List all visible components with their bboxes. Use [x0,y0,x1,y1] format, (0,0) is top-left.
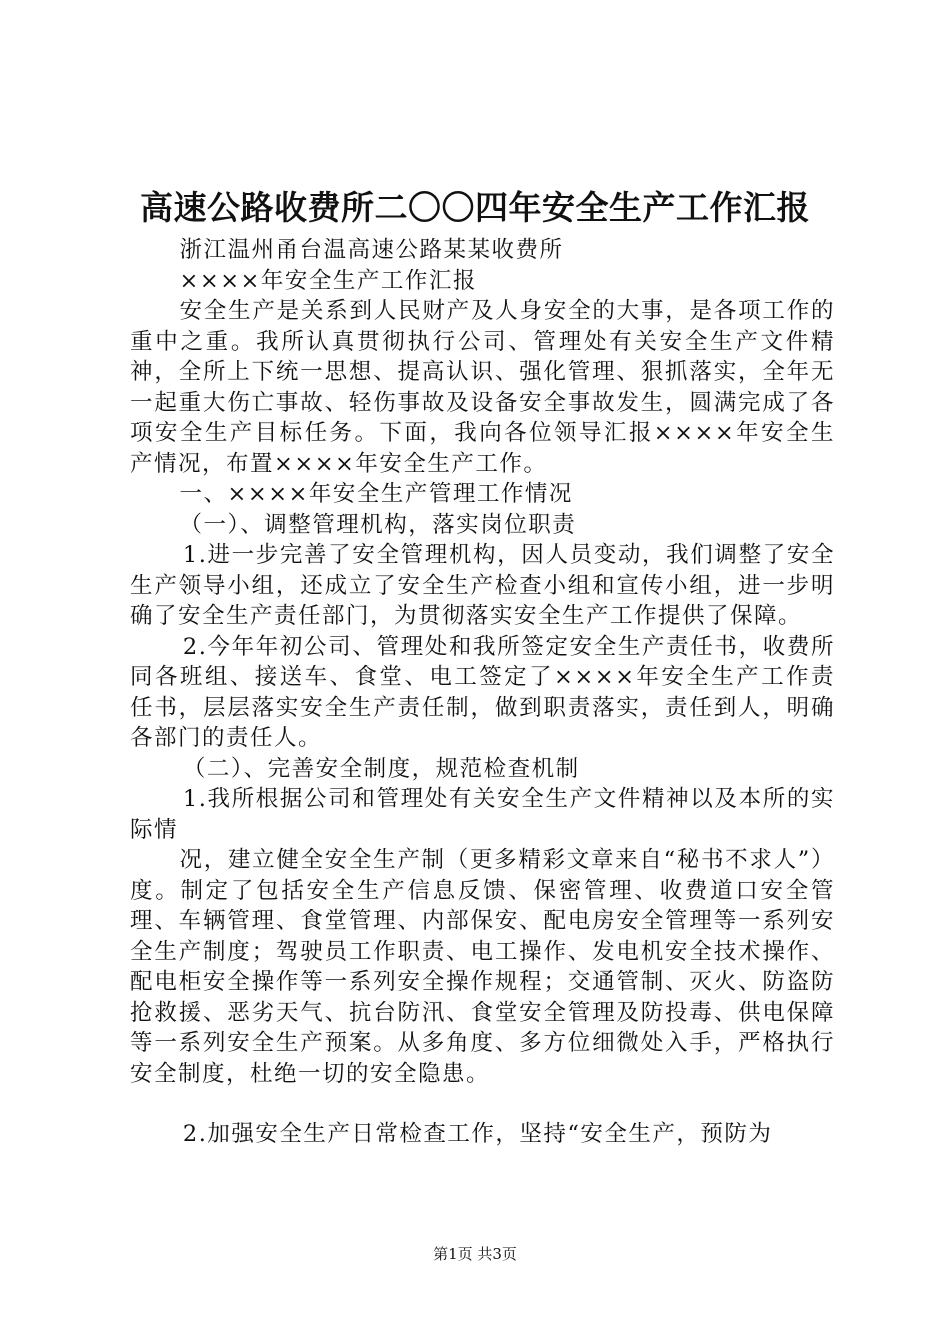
paragraph-item-1-2: 2.今年年初公司、管理处和我所签定安全生产责任书，收费所同各班组、接送车、食堂、电工签定了××××年安全生产工作责任书，层层落实安全生产责任制，做到职责落实，责任到人，明确各部门的责任人。 [130,633,835,751]
document-title: 高速公路收费所二〇〇四年安全生产工作汇报 [140,188,810,227]
paragraph-item-1-1: 1.进一步完善了安全管理机构，因人员变动，我们调整了安全生产领导小组，还成立了安全生产检查小组和宣传小组，进一步明确了安全生产责任部门，为贯彻落实安全生产工作提供了保障。 [130,542,835,629]
paragraph-introduction: 安全生产是关系到人民财产及人身安全的大事，是各项工作的重中之重。我所认真贯彻执行公司、管理处有关安全生产文件精神，全所上下统一思想、提高认识、强化管理、狠抓落实，全年无一起重大伤亡事故、轻伤事故及设备安全事故发生，圆满完成了各项安全生产目标任务。下面，我向各位领导汇报××××年安全生产情况，布置××××年安全生产工作。 [130,298,835,477]
paragraph-organization: 浙江温州甬台温高速公路某某收费所 [179,237,564,263]
paragraph-report-subtitle: ××××年安全生产工作汇报 [179,267,477,294]
page-footer: 第1页 共3页 [433,1245,517,1263]
subsection-heading-2: （二）、完善安全制度，规范检查机制 [182,755,580,782]
section-heading-1: 一、××××年安全生产管理工作情况 [179,481,573,507]
paragraph-item-2-2: 2.加强安全生产日常检查工作，坚持“安全生产，预防为 [182,1121,773,1147]
paragraph-item-2-1-continued: 况，建立健全安全生产制（更多精彩文章来自“秘书不求人”）度。制定了包括安全生产信息反馈、保密管理、收费道口安全管理、车辆管理、食堂管理、内部保安、配电房安全管理等一系列安全生产制度；驾驶员工作职责、电工操作、发电机安全技术操作、配电柜安全操作等一系列安全操作规程；交通管制、灭火、防盗防抢救援、恶劣天气、抗台防汛、食堂安全管理及防投毒、供电保障等一系列安全生产预案。从多角度、多方位细微处入手，严格执行安全制度，杜绝一切的安全隐患。 [130,847,835,1087]
subsection-heading-1: （一）、调整管理机构，落实岗位职责 [179,511,577,538]
paragraph-item-2-1: 1.我所根据公司和管理处有关安全生产文件精神以及本所的实际情 [130,786,835,843]
document-body [130,235,835,1150]
